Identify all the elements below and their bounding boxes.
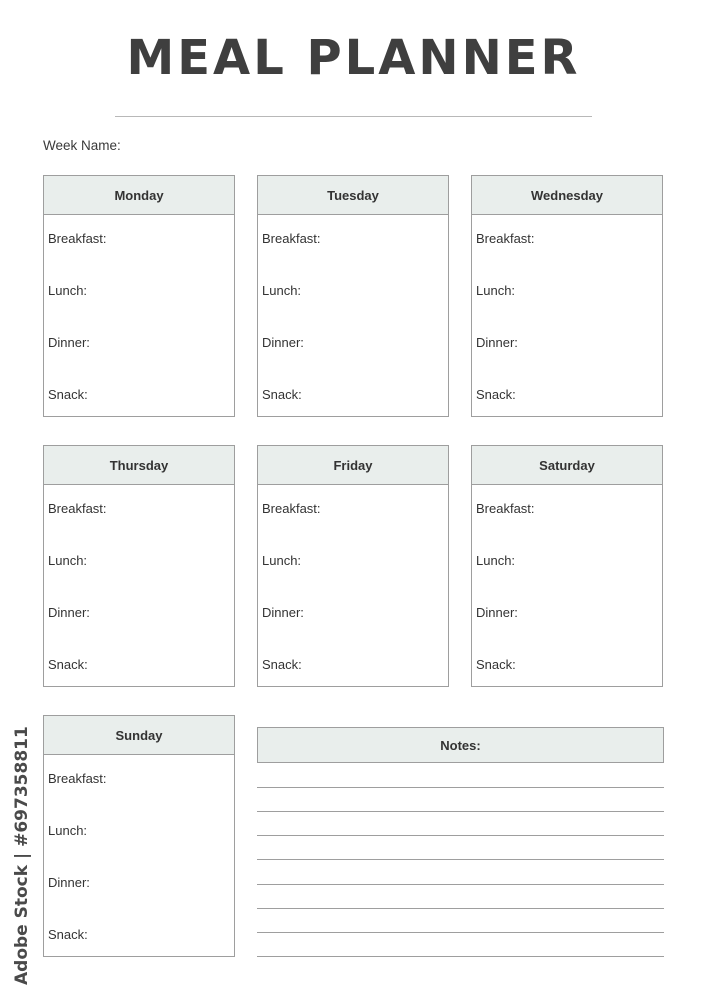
lunch-label: Lunch: bbox=[476, 553, 516, 568]
day-header: Tuesday bbox=[258, 176, 448, 215]
dinner-label: Dinner: bbox=[48, 875, 90, 890]
breakfast-label: Breakfast: bbox=[48, 771, 107, 786]
day-card-thursday bbox=[43, 445, 235, 687]
breakfast-label: Breakfast: bbox=[262, 231, 321, 246]
page-title: MEAL PLANNER bbox=[126, 30, 581, 86]
lunch-label: Lunch: bbox=[262, 553, 302, 568]
day-header: Sunday bbox=[44, 716, 234, 755]
note-line bbox=[257, 787, 664, 788]
breakfast-label: Breakfast: bbox=[48, 231, 107, 246]
day-card-saturday bbox=[471, 445, 663, 687]
day-card-wednesday bbox=[471, 175, 663, 417]
note-line bbox=[257, 908, 664, 909]
snack-label: Snack: bbox=[476, 657, 516, 672]
dinner-label: Dinner: bbox=[48, 605, 90, 620]
breakfast-label: Breakfast: bbox=[476, 501, 535, 516]
day-card-sunday bbox=[43, 715, 235, 957]
snack-label: Snack: bbox=[48, 927, 88, 942]
day-header: Saturday bbox=[472, 446, 662, 485]
lunch-label: Lunch: bbox=[262, 283, 302, 298]
week-name-label: Week Name: bbox=[43, 138, 121, 153]
dinner-label: Dinner: bbox=[476, 605, 518, 620]
day-header: Monday bbox=[44, 176, 234, 215]
breakfast-label: Breakfast: bbox=[262, 501, 321, 516]
lunch-label: Lunch: bbox=[48, 283, 88, 298]
dinner-label: Dinner: bbox=[262, 605, 304, 620]
snack-label: Snack: bbox=[262, 387, 302, 402]
dinner-label: Dinner: bbox=[476, 335, 518, 350]
snack-label: Snack: bbox=[48, 657, 88, 672]
lunch-label: Lunch: bbox=[48, 823, 88, 838]
day-card-tuesday bbox=[257, 175, 449, 417]
lunch-label: Lunch: bbox=[48, 553, 88, 568]
note-line bbox=[257, 956, 664, 957]
notes-header: Notes: bbox=[257, 727, 664, 763]
day-header: Wednesday bbox=[472, 176, 662, 215]
day-card-monday bbox=[43, 175, 235, 417]
snack-label: Snack: bbox=[48, 387, 88, 402]
snack-label: Snack: bbox=[476, 387, 516, 402]
note-line bbox=[257, 811, 664, 812]
note-line bbox=[257, 835, 664, 836]
day-card-friday bbox=[257, 445, 449, 687]
snack-label: Snack: bbox=[262, 657, 302, 672]
lunch-label: Lunch: bbox=[476, 283, 516, 298]
note-line bbox=[257, 932, 664, 933]
note-line bbox=[257, 859, 664, 860]
dinner-label: Dinner: bbox=[48, 335, 90, 350]
note-line bbox=[257, 884, 664, 885]
day-header: Friday bbox=[258, 446, 448, 485]
stock-id-watermark: Adobe Stock | #697358811 bbox=[12, 726, 32, 985]
breakfast-label: Breakfast: bbox=[476, 231, 535, 246]
breakfast-label: Breakfast: bbox=[48, 501, 107, 516]
title-divider bbox=[115, 116, 592, 117]
day-header: Thursday bbox=[44, 446, 234, 485]
dinner-label: Dinner: bbox=[262, 335, 304, 350]
